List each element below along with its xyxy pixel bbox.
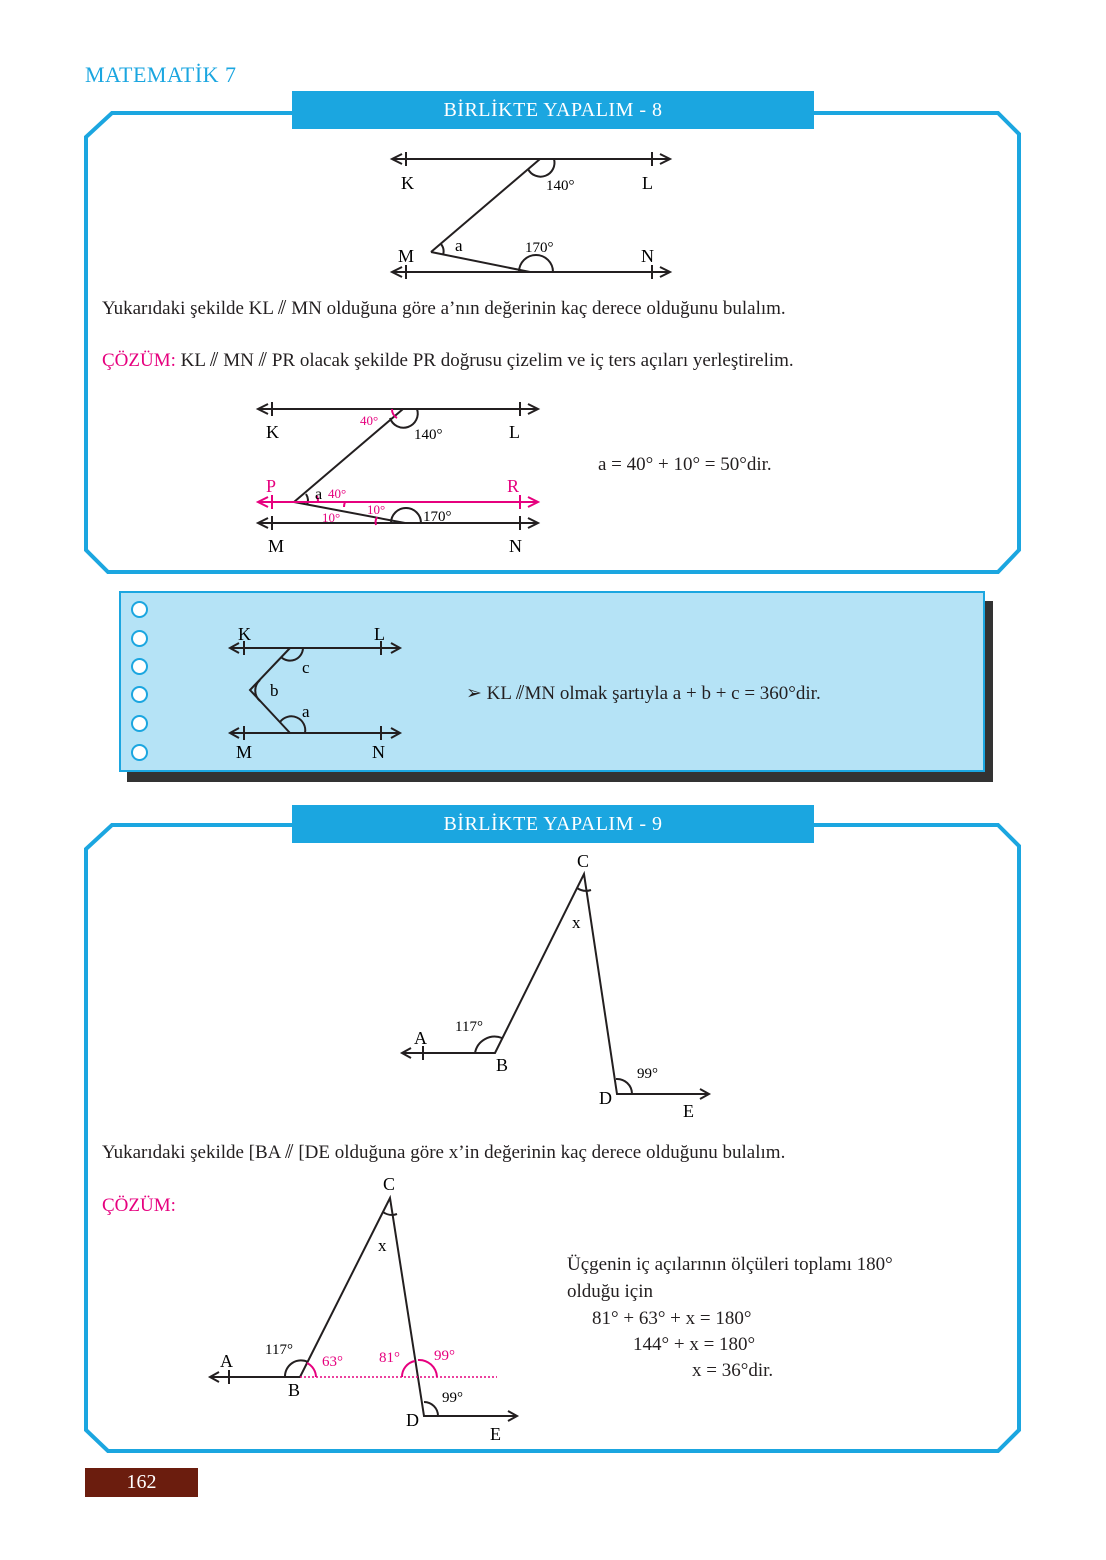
angle-c: c: [302, 658, 310, 677]
section9-figure: [395, 850, 720, 1125]
point-N: N: [641, 246, 654, 266]
point-C: C: [577, 851, 590, 871]
ring-icon: [131, 686, 148, 703]
point-D: D: [599, 1088, 612, 1108]
info-rule: ➢ KL ⫽MN olmak şartıyla a + b + c = 360°dir.: [466, 683, 821, 704]
equation-2: 144° + x = 180°: [633, 1334, 756, 1355]
ring-icon: [131, 630, 148, 647]
angle-117: 117°: [455, 1019, 483, 1035]
point-L: L: [642, 173, 653, 193]
angle-99: 99°: [442, 1390, 463, 1406]
section8-result: a = 40° + 10° = 50°dir.: [598, 454, 772, 475]
point-R: R: [507, 476, 520, 496]
angle-170: 170°: [423, 509, 452, 525]
explain-line2: olduğu için: [567, 1281, 654, 1302]
point-K: K: [238, 624, 251, 644]
ring-icon: [131, 601, 148, 618]
point-C: C: [383, 1174, 396, 1194]
angle-99-mid: 99°: [434, 1348, 455, 1364]
point-M: M: [398, 246, 415, 266]
info-figure: [220, 620, 410, 765]
ring-icon: [131, 715, 148, 732]
point-D: D: [406, 1410, 419, 1430]
point-A: A: [220, 1351, 233, 1371]
ring-icon: [131, 744, 148, 761]
point-N: N: [372, 742, 385, 762]
section8-solution: [102, 350, 794, 372]
angle-140: 140°: [414, 427, 443, 443]
angle-b: b: [270, 681, 279, 700]
equation-1: 81° + 63° + x = 180°: [592, 1308, 752, 1329]
angle-140: 140°: [546, 178, 575, 194]
solution-text: KL ⫽ MN ⫽ PR olacak şekilde PR doğrusu çizelim ve iç ters açıları yerleştirelim.: [175, 350, 794, 371]
ring-icon: [131, 658, 148, 675]
point-L: L: [374, 624, 385, 644]
point-E: E: [683, 1101, 694, 1121]
point-K: K: [401, 173, 414, 193]
angle-117: 117°: [265, 1342, 293, 1358]
angle-99: 99°: [637, 1066, 658, 1082]
point-M: M: [268, 536, 285, 556]
section9-question: Yukarıdaki şekilde [BA ⫽ [DE olduğuna göre x’in değerinin kaç derece olduğunu bulalım.: [102, 1142, 786, 1163]
angle-a: a: [315, 486, 323, 503]
point-M: M: [236, 742, 253, 762]
point-L: L: [509, 422, 520, 442]
angle-10-right: 10°: [367, 502, 386, 517]
angle-40-top: 40°: [360, 413, 379, 428]
solution-label: ÇÖZÜM:: [102, 350, 176, 371]
section9-banner: BİRLİKTE YAPALIM - 9: [292, 805, 814, 843]
angle-170: 170°: [525, 240, 554, 256]
point-B: B: [288, 1380, 301, 1400]
equation-3: x = 36°dir.: [692, 1360, 774, 1381]
point-E: E: [490, 1424, 501, 1444]
page-number: 162: [85, 1468, 198, 1497]
point-P: P: [266, 476, 277, 496]
section8-figure: [380, 145, 690, 290]
explain-line1: Üçgenin iç açılarının ölçüleri toplamı 180°: [567, 1254, 893, 1275]
page-header: MATEMATİK 7: [85, 62, 237, 87]
angle-81: 81°: [379, 1350, 400, 1366]
section9-solution-label: ÇÖZÜM:: [102, 1195, 176, 1216]
point-B: B: [496, 1055, 509, 1075]
section8-solution-figure: [250, 395, 550, 560]
angle-x: x: [378, 1236, 387, 1255]
angle-40-mid: 40°: [328, 486, 347, 501]
point-N: N: [509, 536, 522, 556]
angle-10-left: 10°: [322, 510, 341, 525]
section8-banner: BİRLİKTE YAPALIM - 8: [292, 91, 814, 129]
section9-solution-figure: [200, 1170, 530, 1445]
angle-63: 63°: [322, 1354, 343, 1370]
section8-question: Yukarıdaki şekilde KL ⫽ MN olduğuna göre a’nın değerinin kaç derece olduğunu bulalım.: [102, 298, 786, 319]
angle-a: a: [302, 702, 310, 721]
point-K: K: [266, 422, 279, 442]
point-A: A: [414, 1028, 427, 1048]
angle-x: x: [572, 913, 581, 932]
angle-a: a: [455, 236, 463, 255]
